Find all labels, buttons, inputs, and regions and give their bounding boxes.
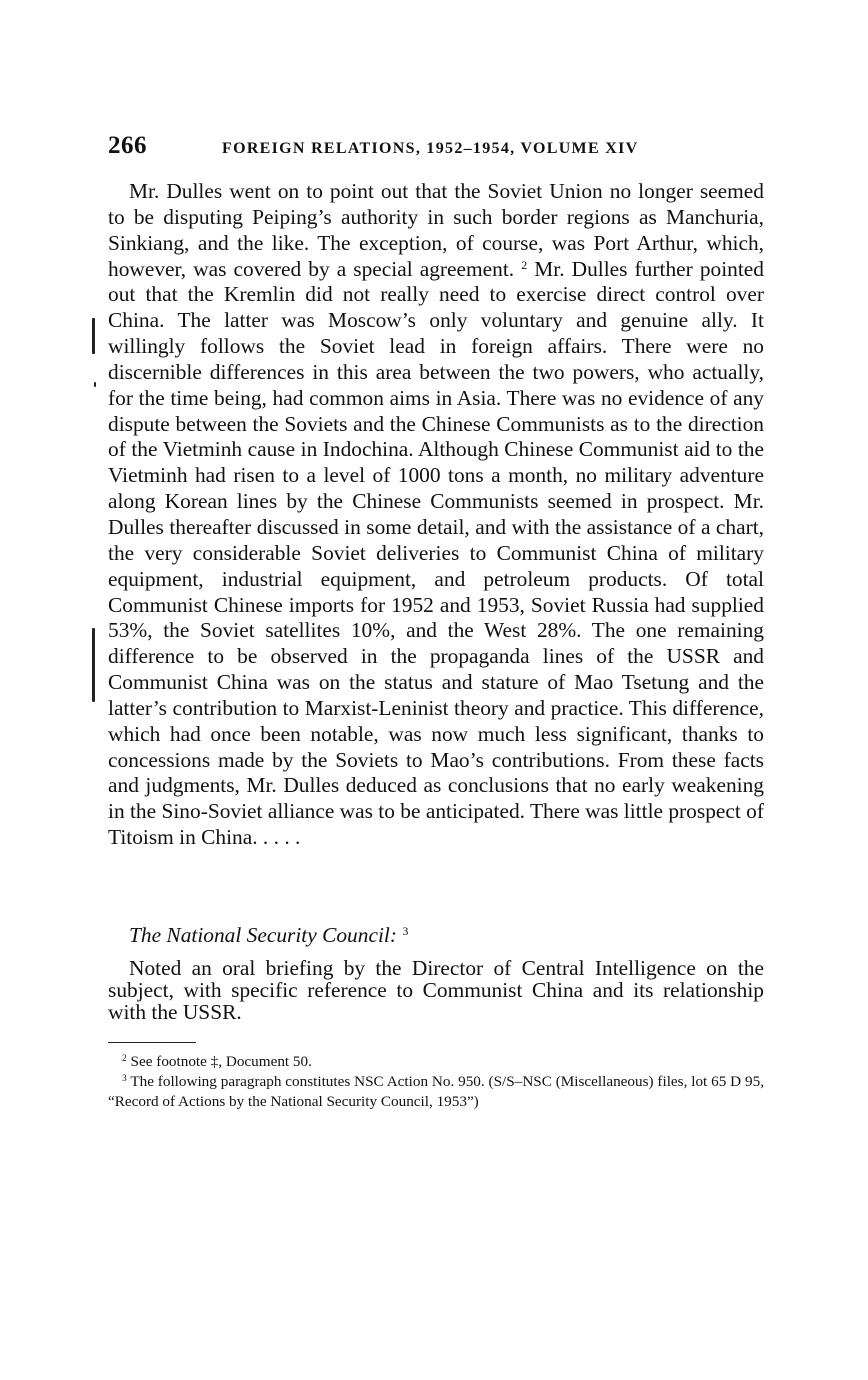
- para1-text-b: Mr. Dulles further pointed out that the Kremlin did not really need to exercise direct control over China. The latter was Moscow’s only voluntary and genuine ally. It willingly follows the Soviet lead in foreign affairs. There were no discernible differences in this area between the two powers, who actually, for the time being, had common aims in Asia. There was no evidence of any dispute between the Soviets and the Chinese Communists as to the direction of the Vietminh cause in Indochina. Although Chinese Communist aid to the Vietminh had risen to a level of 1000 tons a month, no military adventure along Korean lines by the Chinese Communists seemed in prospect. Mr. Dulles thereafter discussed in some detail, and with the assistance of a chart, the very considerable Soviet deliveries to Communist China of military equipment, industrial equipment, and petroleum products. Of total Communist Chinese imports for 1952 and 1953, Soviet Russia had supplied 53%, the Soviet satellites 10%, and the West 28%. The one remaining difference to be observed in the propaganda lines of the USSR and Communist China was on the status and stature of Mao Tsetung and the latter’s contribution to Marxist-Leninist theory and practice. This difference, which had once been notable, was now much less significant, thanks to concessions made by the Soviets to Mao’s contributions. From these facts and judgments, Mr. Dulles deduced as conclusions that no early weakening in the Sino-Soviet alliance was to be anticipated. There was little prospect of Titoism in China. . . . .: [108, 256, 764, 850]
- footnote-ref-2: 2: [521, 257, 528, 272]
- footnote-text-2: See footnote ‡, Document 50.: [126, 1053, 312, 1070]
- footnote-2: [108, 1052, 764, 1072]
- body-paragraph-1: [108, 179, 764, 851]
- body-paragraph-2: Noted an oral briefing by the Director of Central Intelligence on the subject, with specific reference to Communist China and its relationship with the USSR.: [108, 956, 764, 1024]
- footnote-3: [108, 1072, 764, 1112]
- margin-mark-2: [94, 382, 96, 387]
- footnote-mark-3: 3: [122, 1074, 127, 1084]
- nsc-heading-text: The National Security Council:: [129, 923, 397, 947]
- margin-mark-3: [92, 628, 95, 702]
- page-number: 266: [108, 132, 147, 159]
- footnote-mark-2: 2: [122, 1054, 127, 1064]
- nsc-heading: [129, 922, 408, 948]
- margin-mark-1: [92, 318, 95, 354]
- footnotes: [108, 1052, 764, 1112]
- footnote-text-3: The following paragraph constitutes NSC Action No. 950. (S/S–NSC (Miscellaneous) files, lot 65 D 95, “Record of Actions by the National Security Council, 1953”): [108, 1073, 764, 1110]
- footnote-ref-3: 3: [402, 924, 409, 938]
- running-head: FOREIGN RELATIONS, 1952–1954, VOLUME XIV: [222, 140, 639, 157]
- footnote-rule: [108, 1042, 196, 1043]
- para1-text-a: Mr. Dulles went on to point out that the Soviet Union no longer seemed to be disputing Peiping’s authority in such border regions as Manchuria, Sinkiang, and the like. The exception, of course, was Port Arthur, which, however, was covered by a special agreement.: [108, 179, 764, 281]
